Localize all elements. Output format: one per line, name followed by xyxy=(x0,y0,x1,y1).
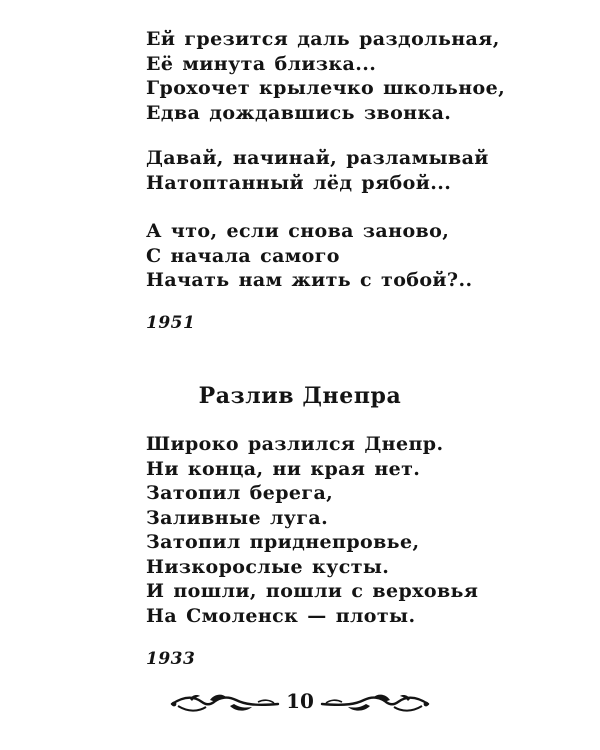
poem-line: Широко разлился Днепр. xyxy=(146,433,444,455)
poem2-stanza xyxy=(146,432,478,628)
poem-line: А что, если снова заново, xyxy=(146,220,450,242)
poem-line: Её минута близка... xyxy=(146,52,377,75)
poem1-stanza-3 xyxy=(146,219,473,293)
poem-line: И пошли, пошли с верховья xyxy=(146,580,479,602)
poem1-stanza-1 xyxy=(146,27,505,125)
poem-line: С начала самого xyxy=(146,244,340,267)
page-number: 10 xyxy=(286,689,314,713)
poem-line: Затопил берега, xyxy=(146,482,334,504)
poem-line: Заливные луга. xyxy=(146,506,329,529)
poem-line: Едва дождавшись звонка. xyxy=(146,101,452,124)
poem-line: Затопил приднепровье, xyxy=(146,531,420,553)
poem-line: Ни конца, ни края нет. xyxy=(146,457,421,480)
flourish-ornament-right-icon xyxy=(320,690,430,716)
poem-line: Давай, начинай, разламывай xyxy=(146,147,489,169)
page-footer xyxy=(150,686,450,720)
poem-line: Ей грезится даль раздольная, xyxy=(146,28,500,50)
poem-line: Начать нам жить с тобой?.. xyxy=(146,269,473,291)
poem-line: Натоптанный лёд рябой... xyxy=(146,171,452,194)
poem-title: Разлив Днепра xyxy=(198,383,402,409)
poem2-year: 1933 xyxy=(146,649,196,669)
poem-line: На Смоленск — плоты. xyxy=(146,604,416,627)
poem1-stanza-2 xyxy=(146,146,489,195)
poem-line: Низкорослые кусты. xyxy=(146,555,390,578)
poem1-year: 1951 xyxy=(146,313,196,333)
poem-line: Грохочет крылечко школьное, xyxy=(146,77,506,99)
